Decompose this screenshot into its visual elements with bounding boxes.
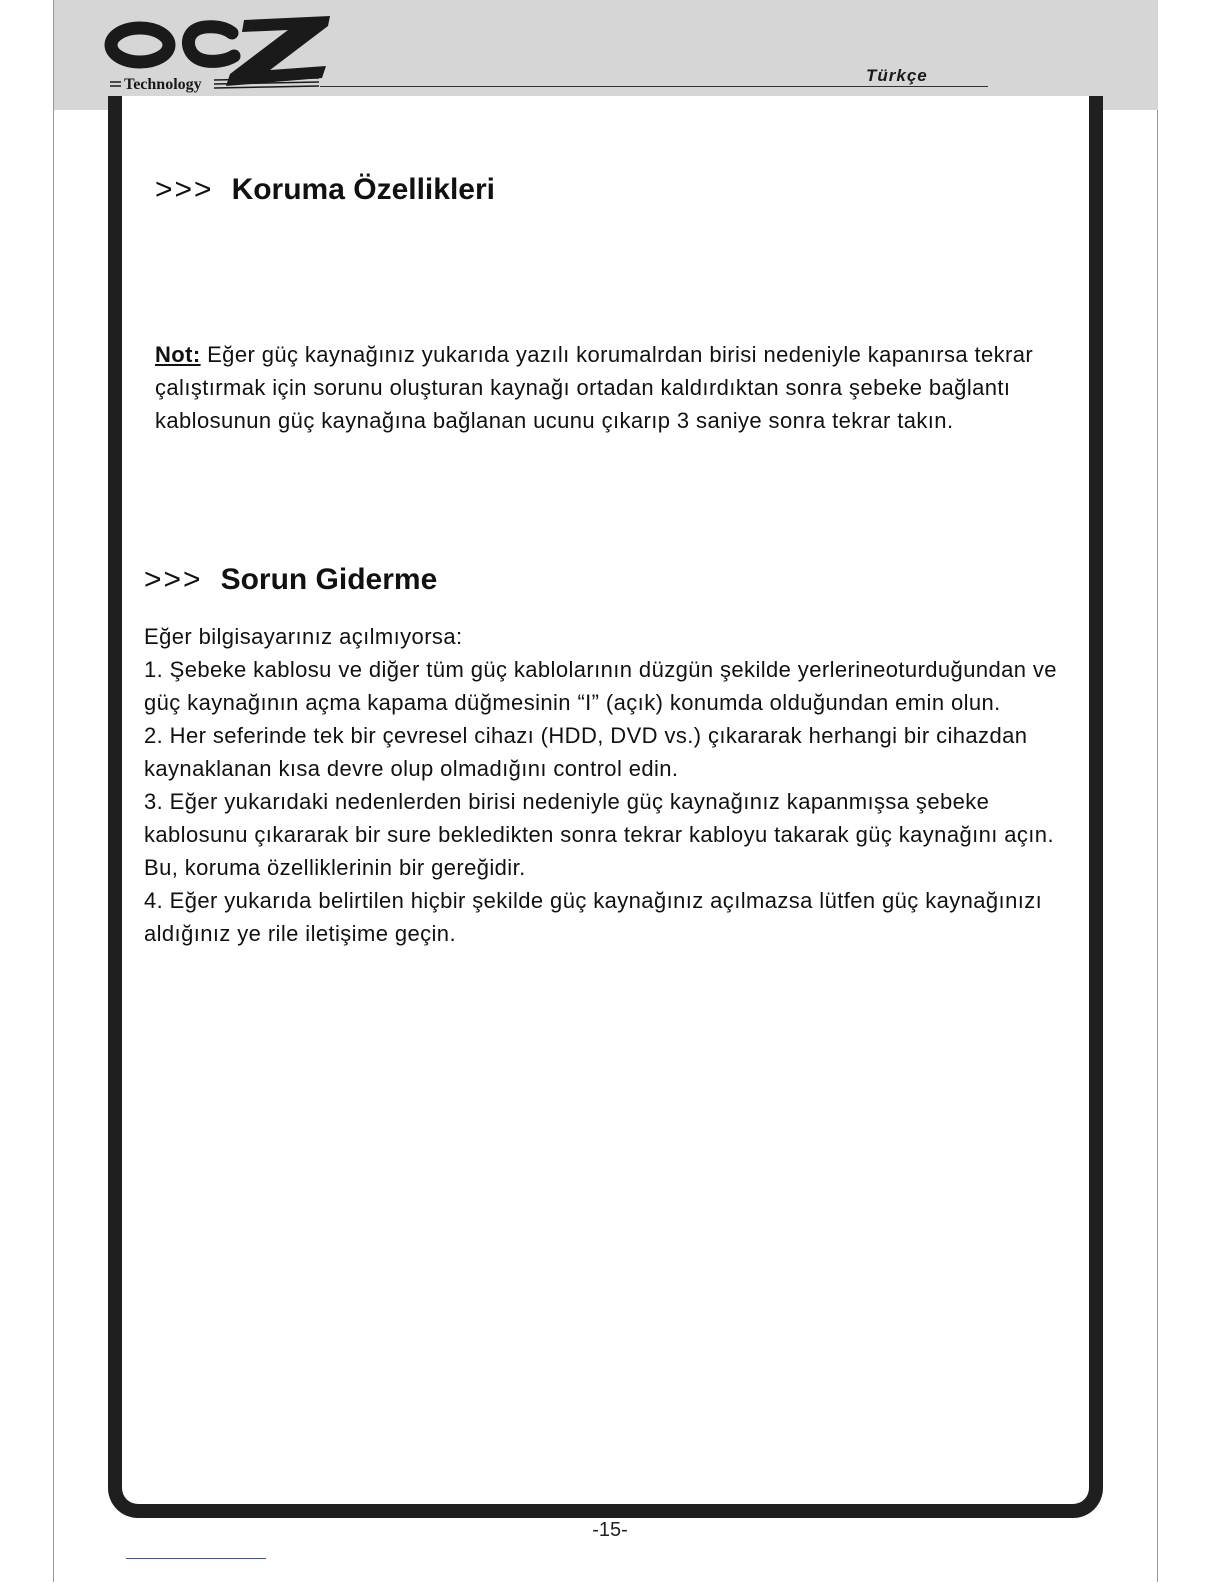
footer-link-line <box>126 1558 266 1559</box>
protection-title: Koruma Özellikleri <box>231 173 495 206</box>
troubleshooting-heading <box>144 563 437 597</box>
troubleshooting-body <box>144 620 1064 950</box>
language-label: Türkçe <box>866 66 928 85</box>
troubleshooting-intro: Eğer bilgisayarınız açılmıyorsa: <box>144 624 463 649</box>
troubleshooting-arrows: >>> <box>144 563 203 596</box>
ocz-technology-logo <box>104 12 339 94</box>
header-rule <box>320 86 988 87</box>
note-text: Eğer güç kaynağınız yukarıda yazılı korumalrdan birisi nedeniyle kapanırsa tekrar çalıştırmak için sorunu oluşturan kaynağı ortadan kaldırdıktan sonra şebeke bağlantı kablosunun güç kaynağına bağlanan ucunu çıkarıp 3 saniye sonra tekrar takın. <box>155 342 1034 433</box>
protection-heading <box>155 173 495 207</box>
troubleshooting-title: Sorun Giderme <box>220 563 438 596</box>
troubleshooting-item: 3. Eğer yukarıdaki nedenlerden birisi nedeniyle güç kaynağınız kapanmışsa şebeke kablosunu çıkararak bir sure bekledikten sonra tekrar kabloyu takarak güç kaynağını açın. Bu, koruma özelliklerinin bir gereğidir. <box>144 789 1054 880</box>
troubleshooting-item: 4. Eğer yukarıda belirtilen hiçbir şekilde güç kaynağınız açılmazsa lütfen güç kaynağınızı aldığınız ye rile iletişime geçin. <box>144 888 1043 946</box>
note-label: Not: <box>155 342 201 367</box>
page-number: -15- <box>592 1519 628 1541</box>
troubleshooting-item: 2. Her seferinde tek bir çevresel cihazı (HDD, DVD vs.) çıkararak herhangi bir cihazdan kaynaklanan kısa devre olup olmadığını control edin. <box>144 723 1028 781</box>
protection-note <box>155 338 1070 437</box>
troubleshooting-item: 1. Şebeke kablosu ve diğer tüm güç kablolarının düzgün şekilde yerlerineoturduğundan ve güç kaynağının açma kapama düğmesinin “I” (açık) konumda olduğundan emin olun. <box>144 657 1057 715</box>
protection-arrows: >>> <box>155 173 214 206</box>
svg-text:Technology: Technology <box>124 76 202 93</box>
